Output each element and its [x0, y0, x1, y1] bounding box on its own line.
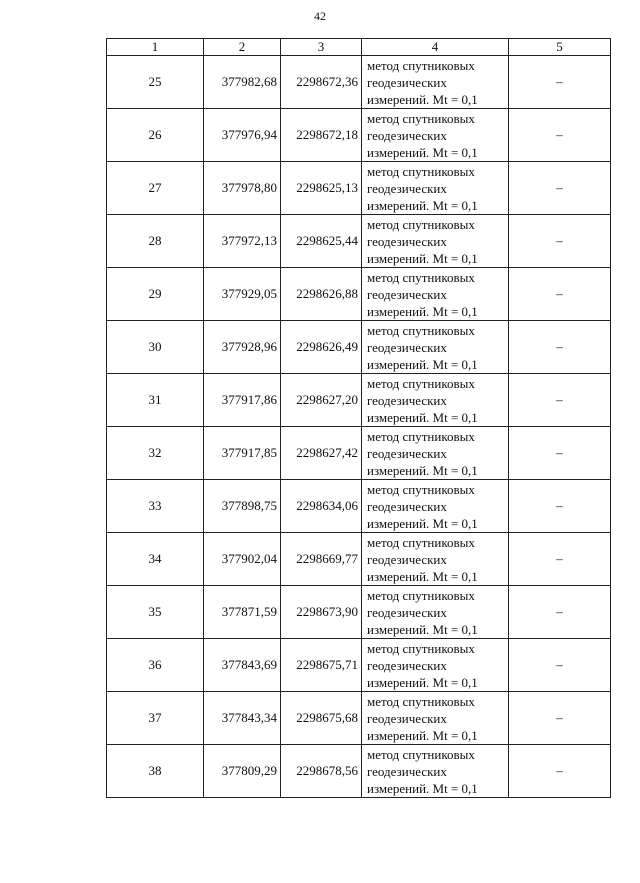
point-number-cell: 30: [107, 321, 204, 374]
x-coordinate-cell: 377982,68: [204, 56, 281, 109]
method-line: геодезических: [367, 763, 447, 779]
method-line: измерений. Mt = 0,1: [367, 409, 478, 425]
table-row: [107, 480, 611, 533]
method-line: метод спутниковых: [367, 481, 475, 497]
x-coordinate-cell: 377972,13: [204, 215, 281, 268]
method-cell: [362, 639, 509, 692]
method-line: геодезических: [367, 286, 447, 302]
y-coordinate-cell: 2298627,20: [281, 374, 362, 427]
y-coordinate-cell: 2298626,88: [281, 268, 362, 321]
method-line: метод спутниковых: [367, 163, 475, 179]
note-cell: –: [509, 745, 611, 798]
x-coordinate-cell: 377902,04: [204, 533, 281, 586]
x-coordinate-cell: 377843,69: [204, 639, 281, 692]
method-line: геодезических: [367, 604, 447, 620]
method-line: метод спутниковых: [367, 428, 475, 444]
method-line: метод спутниковых: [367, 640, 475, 656]
note-cell: –: [509, 268, 611, 321]
note-cell: –: [509, 321, 611, 374]
method-cell: [362, 480, 509, 533]
point-number-cell: 28: [107, 215, 204, 268]
method-line: метод спутниковых: [367, 375, 475, 391]
table-row: [107, 427, 611, 480]
point-number-cell: 26: [107, 109, 204, 162]
method-cell: [362, 162, 509, 215]
method-line: геодезических: [367, 180, 447, 196]
column-header-3: 3: [281, 39, 362, 56]
method-cell: [362, 109, 509, 162]
method-cell: [362, 321, 509, 374]
method-line: измерений. Mt = 0,1: [367, 515, 478, 531]
column-header-5: 5: [509, 39, 611, 56]
method-line: геодезических: [367, 339, 447, 355]
column-header-4: 4: [362, 39, 509, 56]
point-number-cell: 31: [107, 374, 204, 427]
method-line: измерений. Mt = 0,1: [367, 674, 478, 690]
method-cell: [362, 692, 509, 745]
method-line: метод спутниковых: [367, 269, 475, 285]
point-number-cell: 36: [107, 639, 204, 692]
method-line: измерений. Mt = 0,1: [367, 197, 478, 213]
table-row: [107, 162, 611, 215]
point-number-cell: 25: [107, 56, 204, 109]
method-line: геодезических: [367, 498, 447, 514]
point-number-cell: 35: [107, 586, 204, 639]
table-row: [107, 374, 611, 427]
note-cell: –: [509, 639, 611, 692]
table-row: [107, 533, 611, 586]
method-line: измерений. Mt = 0,1: [367, 568, 478, 584]
x-coordinate-cell: 377871,59: [204, 586, 281, 639]
table-row: [107, 321, 611, 374]
method-line: метод спутниковых: [367, 110, 475, 126]
x-coordinate-cell: 377917,86: [204, 374, 281, 427]
y-coordinate-cell: 2298678,56: [281, 745, 362, 798]
method-cell: [362, 56, 509, 109]
method-line: метод спутниковых: [367, 57, 475, 73]
point-number-cell: 38: [107, 745, 204, 798]
note-cell: –: [509, 480, 611, 533]
note-cell: –: [509, 586, 611, 639]
x-coordinate-cell: 377976,94: [204, 109, 281, 162]
table-row: [107, 56, 611, 109]
table-row: [107, 745, 611, 798]
method-cell: [362, 215, 509, 268]
point-number-cell: 27: [107, 162, 204, 215]
y-coordinate-cell: 2298625,13: [281, 162, 362, 215]
method-line: метод спутниковых: [367, 534, 475, 550]
y-coordinate-cell: 2298672,36: [281, 56, 362, 109]
method-line: метод спутниковых: [367, 693, 475, 709]
note-cell: –: [509, 56, 611, 109]
method-line: геодезических: [367, 551, 447, 567]
method-line: измерений. Mt = 0,1: [367, 621, 478, 637]
coordinates-table: [106, 38, 611, 798]
method-line: метод спутниковых: [367, 216, 475, 232]
x-coordinate-cell: 377929,05: [204, 268, 281, 321]
method-line: измерений. Mt = 0,1: [367, 356, 478, 372]
x-coordinate-cell: 377917,85: [204, 427, 281, 480]
method-line: геодезических: [367, 127, 447, 143]
table-row: [107, 639, 611, 692]
note-cell: –: [509, 692, 611, 745]
method-line: измерений. Mt = 0,1: [367, 727, 478, 743]
note-cell: –: [509, 162, 611, 215]
y-coordinate-cell: 2298626,49: [281, 321, 362, 374]
method-cell: [362, 427, 509, 480]
point-number-cell: 32: [107, 427, 204, 480]
note-cell: –: [509, 215, 611, 268]
y-coordinate-cell: 2298625,44: [281, 215, 362, 268]
y-coordinate-cell: 2298627,42: [281, 427, 362, 480]
table-row: [107, 586, 611, 639]
point-number-cell: 33: [107, 480, 204, 533]
method-line: измерений. Mt = 0,1: [367, 303, 478, 319]
page-number: 42: [314, 9, 326, 23]
method-line: геодезических: [367, 74, 447, 90]
method-line: измерений. Mt = 0,1: [367, 91, 478, 107]
point-number-cell: 34: [107, 533, 204, 586]
column-header-2: 2: [204, 39, 281, 56]
method-line: геодезических: [367, 657, 447, 673]
method-line: метод спутниковых: [367, 322, 475, 338]
table-row: [107, 215, 611, 268]
method-line: геодезических: [367, 233, 447, 249]
method-line: метод спутниковых: [367, 587, 475, 603]
table-row: [107, 109, 611, 162]
method-line: геодезических: [367, 710, 447, 726]
y-coordinate-cell: 2298673,90: [281, 586, 362, 639]
method-line: измерений. Mt = 0,1: [367, 250, 478, 266]
method-cell: [362, 533, 509, 586]
table-row: [107, 268, 611, 321]
method-line: метод спутниковых: [367, 746, 475, 762]
method-cell: [362, 745, 509, 798]
method-line: геодезических: [367, 392, 447, 408]
y-coordinate-cell: 2298675,71: [281, 639, 362, 692]
note-cell: –: [509, 374, 611, 427]
y-coordinate-cell: 2298634,06: [281, 480, 362, 533]
y-coordinate-cell: 2298675,68: [281, 692, 362, 745]
x-coordinate-cell: 377978,80: [204, 162, 281, 215]
note-cell: –: [509, 109, 611, 162]
method-line: измерений. Mt = 0,1: [367, 144, 478, 160]
method-line: измерений. Mt = 0,1: [367, 462, 478, 478]
point-number-cell: 37: [107, 692, 204, 745]
note-cell: –: [509, 533, 611, 586]
x-coordinate-cell: 377898,75: [204, 480, 281, 533]
table-row: [107, 692, 611, 745]
x-coordinate-cell: 377809,29: [204, 745, 281, 798]
y-coordinate-cell: 2298672,18: [281, 109, 362, 162]
method-cell: [362, 374, 509, 427]
method-line: геодезических: [367, 445, 447, 461]
x-coordinate-cell: 377928,96: [204, 321, 281, 374]
x-coordinate-cell: 377843,34: [204, 692, 281, 745]
point-number-cell: 29: [107, 268, 204, 321]
method-cell: [362, 268, 509, 321]
column-header-1: 1: [107, 39, 204, 56]
method-line: измерений. Mt = 0,1: [367, 780, 478, 796]
note-cell: –: [509, 427, 611, 480]
table-header-row: [107, 39, 611, 56]
method-cell: [362, 586, 509, 639]
y-coordinate-cell: 2298669,77: [281, 533, 362, 586]
